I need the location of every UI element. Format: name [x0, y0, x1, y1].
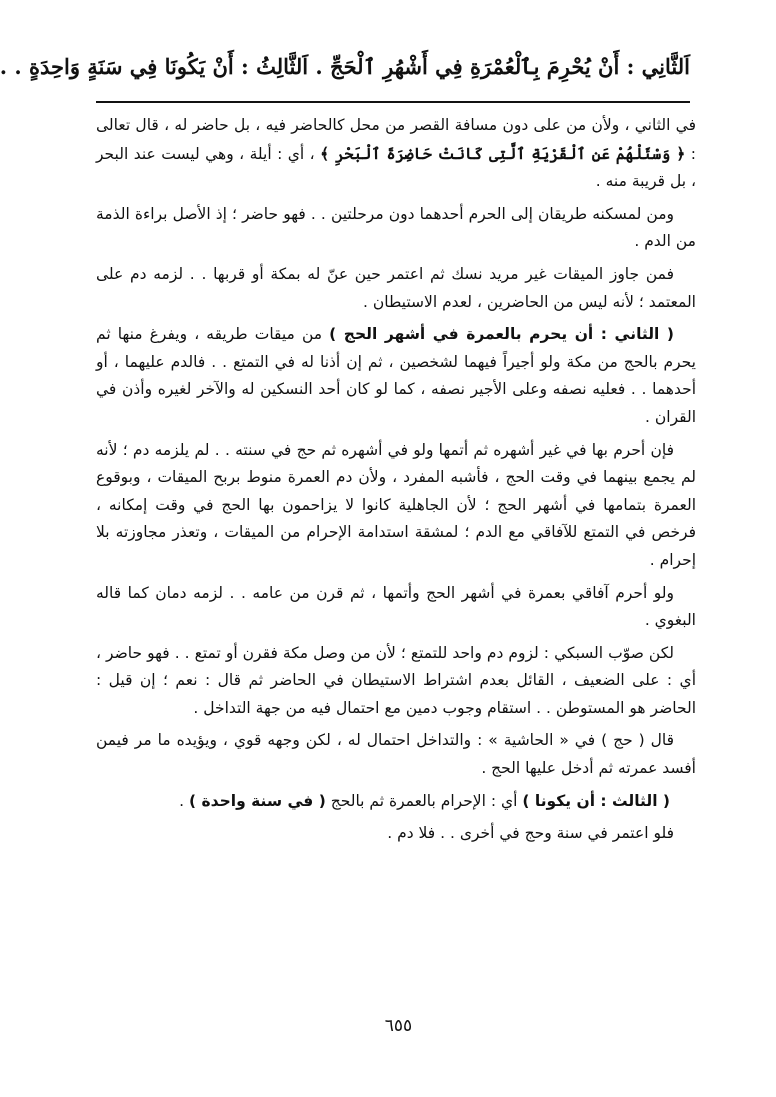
matn-quote-one-year: ( في سنة واحدة ) — [189, 791, 326, 810]
matn-quote-second: ( الثاني : أن يحرم بالعمرة في أشهر الحج ) — [329, 325, 674, 344]
page-number: ٦٥٥ — [384, 1016, 413, 1036]
paragraph-5: فإن أحرم بها في غير أشهره ثم أتمها ولو في أشهره ثم حج في سنته . . لم يلزمه دم ؛ لأنه لم يجمع بينهما في وقت الحج ، فأشبه المفرد ، ولأن دم العمرة منوط بربح الميقات ، وبوقوع العمرة بتمامها في أشهر الحج ؛ لأن الجاهلية كانوا لا يزاحمون بها الحج في وقت إمكانه ، فرخص في التمتع للآفاقي مع الدم ؛ لمشقة استدامة الإحرام من الميقات ، وتعذر مجاوزته بلا إحرام . — [96, 440, 696, 569]
paragraph-4 — [96, 321, 696, 431]
paragraph-2: ومن لمسكنه طريقان إلى الحرم أحدهما دون مرحلتين . . فهو حاضر ؛ إذ الأصل براءة الذمة من الدم . — [96, 204, 696, 251]
paragraph-9-end: . — [179, 791, 190, 810]
paragraph-7: لكن صوّب السبكي : لزوم دم واحد للتمتع ؛ لأن من وصل مكة فقرن أو تمتع . . فهو حاضر ، أي : على الضعيف ، القائل بعدم اشتراط الاستيطان في الحاضر ثم قال : نعم ؛ إن قيل : الحاضر هو المستوطن . . استقام وجوب دمين مع احتمال فيه من جهة التداخل . — [96, 643, 696, 717]
paragraph-8: قال ( حج ) في « الحاشية » : والتداخل احتمال له ، لكن وجهه قوي ، ويؤيده ما مر فيمن أفسد عمرته ثم أدخل عليها الحج . — [96, 731, 696, 778]
paragraph-1-before: في الثاني ، ولأن من على دون مسافة القصر من محل كالحاضر فيه ، بل حاضر له ، قال تعالى : — [96, 116, 697, 163]
paragraph-9-mid: أي : الإحرام بالعمرة ثم بالحج — [325, 791, 523, 810]
quran-verse: ﴿ وَسْئَلْهُمْ عَنِ ٱلْقَرْيَةِ ٱلَّتِى كَانَتْ حَاضِرَةَ ٱلْبَحْرِ ﴾ — [320, 143, 686, 163]
paragraph-1-after: ، أي : أيلة ، وهي ليست عند البحر ، بل قريبة منه . — [96, 144, 696, 191]
paragraph-1 — [96, 112, 696, 196]
header-divider-rule — [96, 101, 690, 103]
paragraph-3: فمن جاوز الميقات غير مريد نسك ثم اعتمر حين عنّ له بمكة أو قربها . . لزمه دم على المعتمد ؛ لأنه ليس من الحاضرين ، لعدم الاستيطان . — [96, 264, 696, 311]
paragraph-9 — [96, 788, 696, 816]
matn-quote-third: ( الثالث : أن يكونا ) — [522, 791, 670, 810]
commentary-text — [96, 112, 696, 853]
paragraph-10: فلو اعتمر في سنة وحج في أخرى . . فلا دم . — [387, 824, 674, 843]
matn-header-line: اَلثَّانِي : أَنْ يُحْرِمَ بِٱلْعُمْرَةِ فِي أَشْهُرِ ٱلْحَجِّ . اَلثَّالِثُ : أَنْ يَكُونَا فِي سَنَةٍ وَاحِدَةٍ . . — [0, 54, 690, 79]
paragraph-4-text: من ميقات طريقه ، ويفرغ منها ثم يحرم بالحج من مكة ولو أجيراً فيهما لشخصين ، ثم إن أذنا له في التمتع . . فالدم عليهما ، أو أحدهما . . فعليه نصفه وعلى الأجير نصفه ، كما لو كان أحد النسكين له والآخر لغيره وأذن في القران . — [96, 325, 696, 426]
paragraph-6: ولو أحرم آفاقي بعمرة في أشهر الحج وأتمها ، ثم قرن من عامه . . لزمه دمان كما قاله البغوي . — [96, 583, 696, 630]
